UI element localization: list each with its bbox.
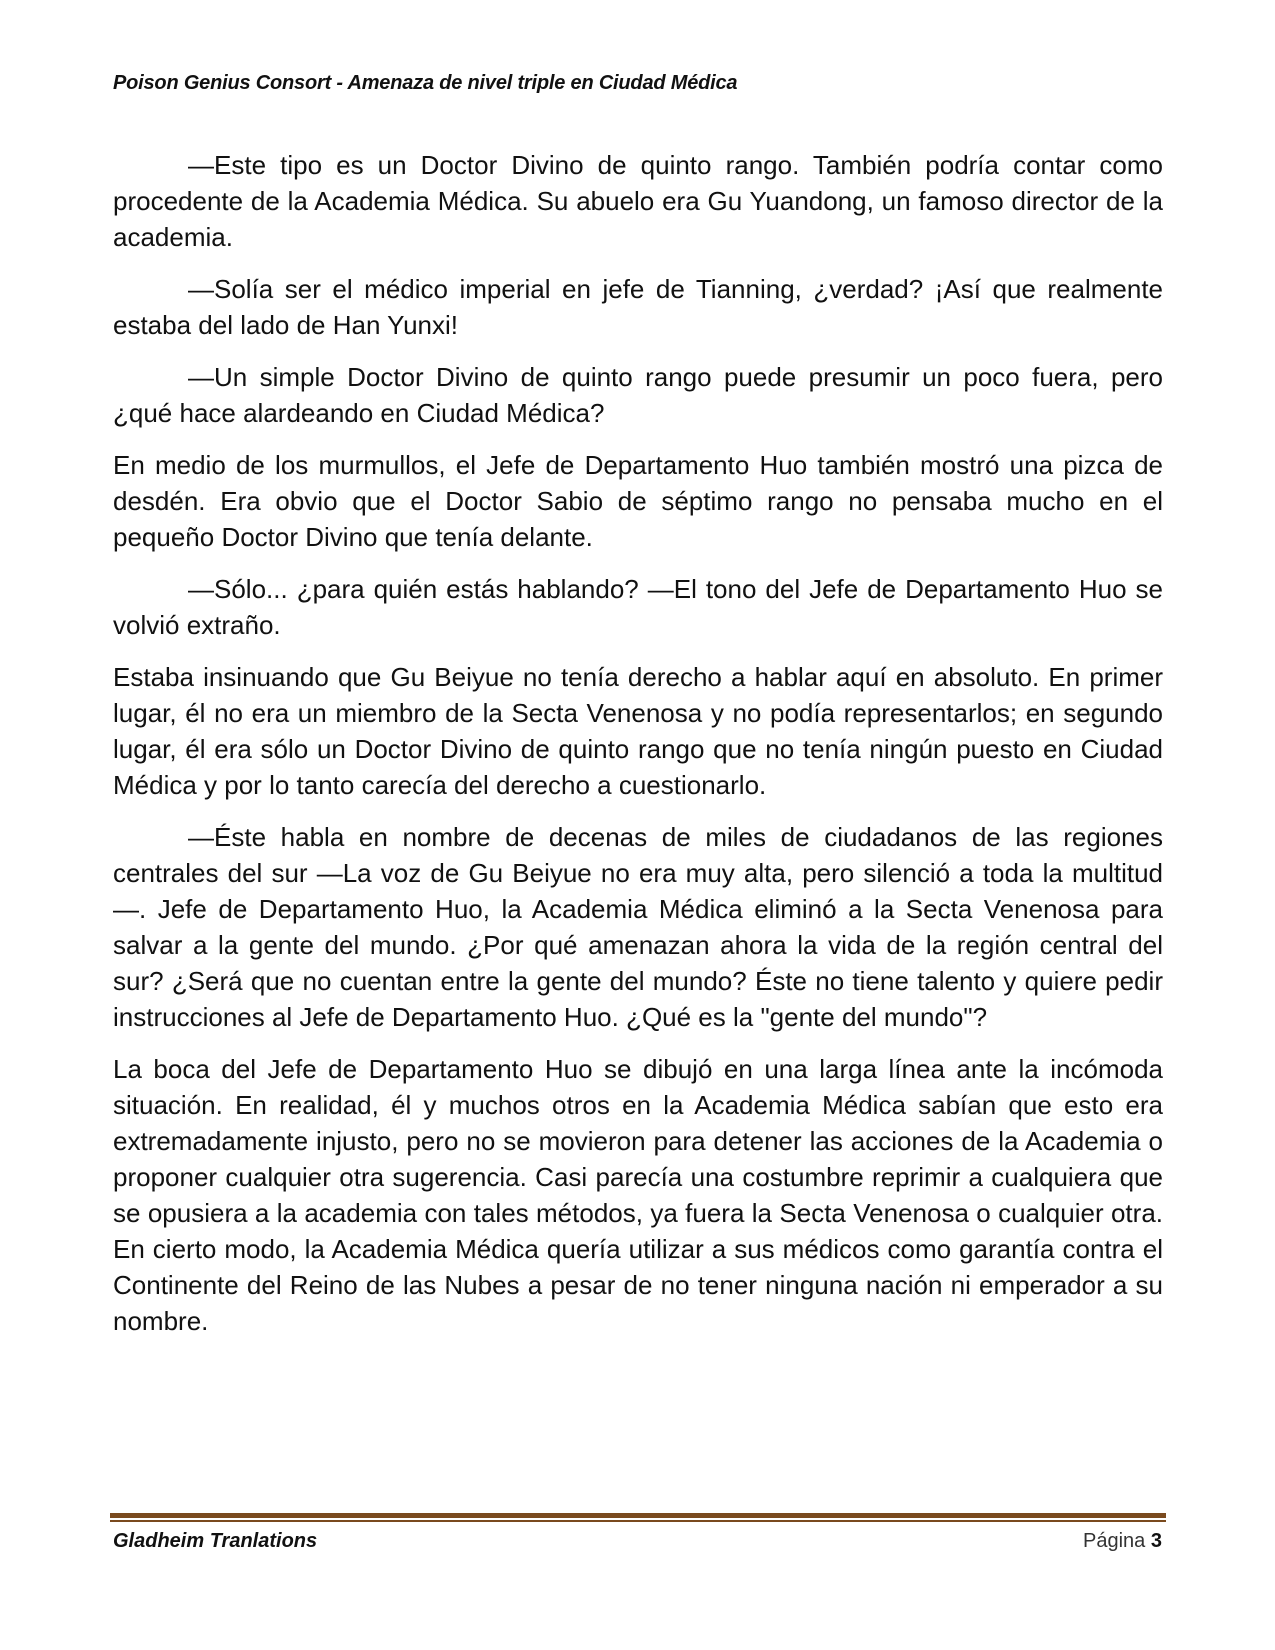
footer-rule-thick (110, 1513, 1166, 1518)
page-label: Página (1083, 1530, 1146, 1552)
paragraph: —Sólo... ¿para quién estás hablando? —El tono del Jefe de Departamento Huo se volvió extraño. (113, 574, 1163, 640)
chapter-body (113, 147, 1163, 1355)
paragraph: —Un simple Doctor Divino de quinto rango puede presumir un poco fuera, pero ¿qué hace alardeando en Ciudad Médica? (113, 362, 1163, 428)
paragraph: —Solía ser el médico imperial en jefe de Tianning, ¿verdad? ¡Así que realmente estaba del lado de Han Yunxi! (113, 274, 1163, 340)
footer-rule-thin (110, 1520, 1166, 1522)
page-number-block (1083, 1530, 1162, 1553)
footer-rule (110, 1513, 1166, 1521)
footer-publisher: Gladheim Tranlations (113, 1530, 318, 1552)
paragraph: La boca del Jefe de Departamento Huo se dibujó en una larga línea ante la incómoda situación. En realidad, él y muchos otros en la Academia Médica sabían que esto era extremadamente injusto, pero no se movieron para detener las acciones de la Academia o proponer cualquier otra sugerencia. Casi parecía una costumbre reprimir a cualquiera que se opusiera a la academia con tales métodos, ya fuera la Secta Venenosa o cualquier otra. En cierto modo, la Academia Médica quería utilizar a sus médicos como garantía contra el Continente del Reino de las Nubes a pesar de no tener ninguna nación ni emperador a su nombre. (113, 1054, 1163, 1336)
running-header: Poison Genius Consort - Amenaza de nivel triple en Ciudad Médica (113, 72, 738, 94)
paragraph: —Éste habla en nombre de decenas de miles de ciudadanos de las regiones centrales del sur —La voz de Gu Beiyue no era muy alta, pero silenció a toda la multitud—. Jefe de Departamento Huo, la Academia Médica eliminó a la Secta Venenosa para salvar a la gente del mundo. ¿Por qué amenazan ahora la vida de la región central del sur? ¿Será que no cuentan entre la gente del mundo? Éste no tiene talento y quiere pedir instrucciones al Jefe de Departamento Huo. ¿Qué es la "gente del mundo"? (113, 822, 1163, 1032)
page-number: 3 (1150, 1530, 1162, 1552)
paragraph: En medio de los murmullos, el Jefe de Departamento Huo también mostró una pizca de desdén. Era obvio que el Doctor Sabio de séptimo rango no pensaba mucho en el pequeño Doctor Divino que tenía delante. (113, 450, 1163, 552)
paragraph: Estaba insinuando que Gu Beiyue no tenía derecho a hablar aquí en absoluto. En primer lugar, él no era un miembro de la Secta Venenosa y no podía representarlos; en segundo lugar, él era sólo un Doctor Divino de quinto rango que no tenía ningún puesto en Ciudad Médica y por lo tanto carecía del derecho a cuestionarlo. (113, 662, 1163, 800)
paragraph: —Este tipo es un Doctor Divino de quinto rango. También podría contar como procedente de la Academia Médica. Su abuelo era Gu Yuandong, un famoso director de la academia. (113, 150, 1163, 252)
